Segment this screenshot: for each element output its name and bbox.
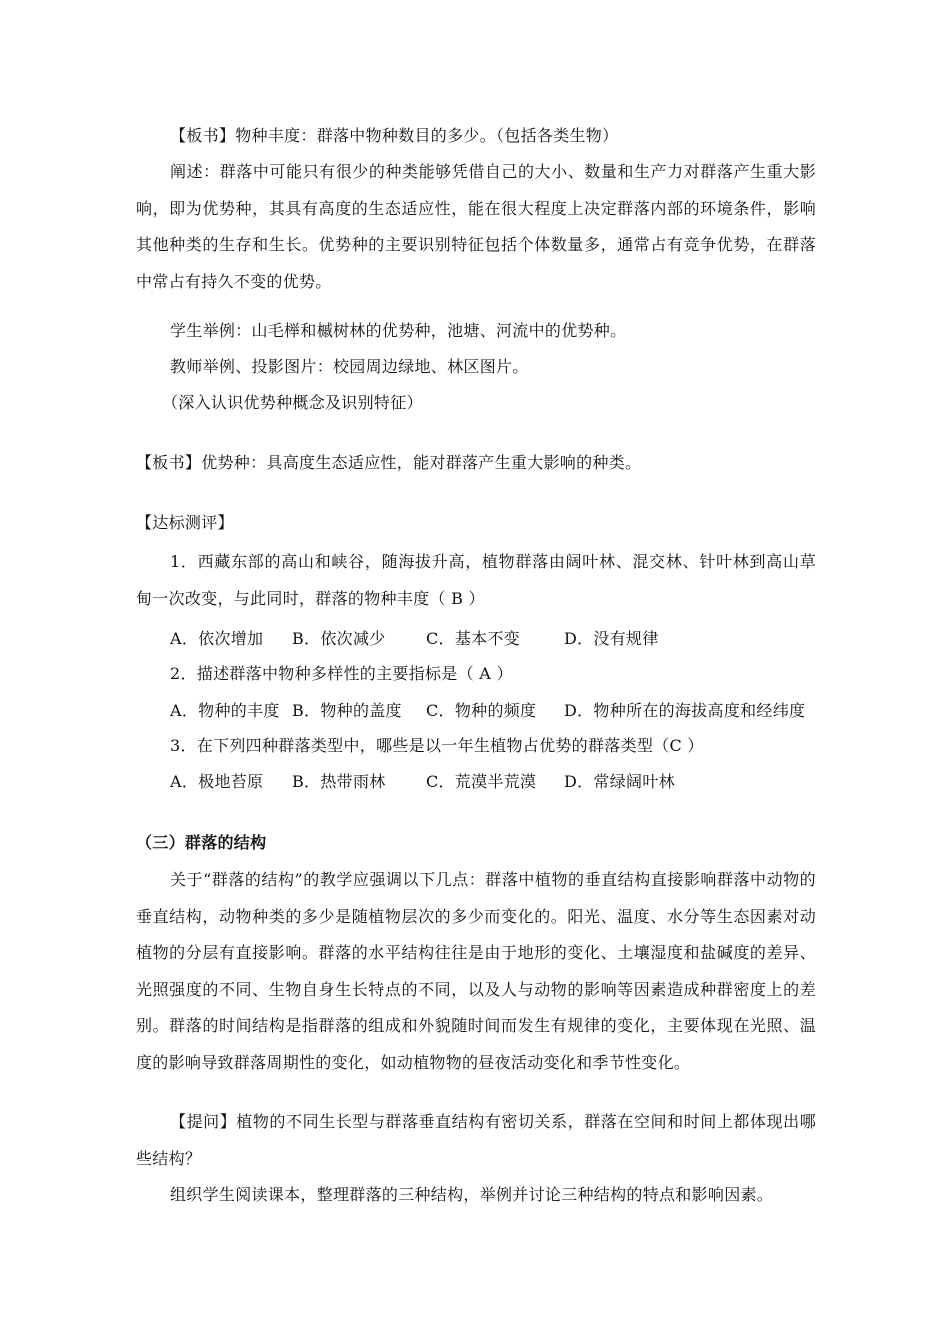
test-section-title: 【达标测评】 bbox=[136, 513, 234, 532]
question-prompt: 【提问】植物的不同生长型与群落垂直结构有密切关系，群落在空间和时间上都体现出哪些结构？ bbox=[136, 1112, 816, 1168]
question-2-options bbox=[170, 701, 805, 721]
q1-option-b: B．依次减少 bbox=[292, 629, 386, 648]
question-3-stem: 3．在下列四种群落类型中，哪些是以一年生植物占优势的群落类型（C ） bbox=[170, 736, 704, 755]
section-3-heading: （三）群落的结构 bbox=[136, 833, 267, 852]
board-note-species-richness: 【板书】物种丰度：群落中物种数目的多少。（包括各类生物） bbox=[170, 126, 619, 145]
question-1-stem: 1．西藏东部的高山和峡谷，随海拔升高，植物群落由阔叶林、混交林、针叶林到高山草甸一次改变，与此同时，群落的物种丰度（ B ） bbox=[136, 552, 816, 608]
q3-option-d: D．常绿阔叶林 bbox=[564, 772, 675, 791]
q1-option-c: C．基本不变 bbox=[426, 629, 521, 648]
q3-option-a: A．极地苔原 bbox=[170, 772, 264, 791]
q3-option-c: C．荒漠半荒漠 bbox=[426, 772, 537, 791]
board-note-dominant-species: 【板书】优势种：具高度生态适应性，能对群落产生重大影响的种类。 bbox=[136, 453, 642, 472]
question-3-options bbox=[170, 772, 675, 792]
student-example: 学生举例：山毛榉和槭树林的优势种，池塘、河流中的优势种。 bbox=[170, 321, 627, 340]
explanation-paragraph: 阐述：群落中可能只有很少的种类能够凭借自己的大小、数量和生产力对群落产生重大影响，即为优势种，其具有高度的生态适应性，能在很大程度上决定群落内部的环境条件，影响其他种类的生存和生长。优势种的主要识别特征包括个体数量多，通常占有竞争优势，在群落中常占有持久不变的优势。 bbox=[136, 162, 816, 291]
teacher-example: 教师举例、投影图片：校园周边绿地、林区图片。 bbox=[170, 357, 529, 376]
q2-option-c: C．物种的频度 bbox=[426, 701, 537, 720]
q1-option-d: D．没有规律 bbox=[564, 629, 659, 648]
deepen-note: （深入认识优势种概念及识别特征） bbox=[162, 393, 423, 412]
section-3-body: 关于“群落的结构”的教学应强调以下几点：群落中植物的垂直结构直接影响群落中动物的垂直结构，动物种类的多少是随植物层次的多少而变化的。阳光、温度、水分等生态因素对动植物的分层有直接影响。群落的水平结构往往是由于地形的变化、土壤湿度和盐碱度的差异、光照强度的不同、生物自身生长特点的不同，以及人与动物的影响等因素造成种群密度上的差别。群落的时间结构是指群落的组成和外貌随时间而发生有规律的变化，主要体现在光照、温度的影响导致群落周期性的变化，如动植物物的昼夜活动变化和季节性变化。 bbox=[136, 870, 816, 1072]
q2-option-b: B．物种的盖度 bbox=[292, 701, 402, 720]
question-2-stem: 2．描述群落中物种多样性的主要指标是（ A ） bbox=[170, 664, 513, 683]
q3-option-b: B．热带雨林 bbox=[292, 772, 386, 791]
question-1-options bbox=[170, 629, 659, 649]
q1-option-a: A．依次增加 bbox=[170, 629, 264, 648]
q2-option-d: D．物种所在的海拔高度和经纬度 bbox=[564, 701, 806, 720]
q2-option-a: A．物种的丰度 bbox=[170, 701, 280, 720]
organize-activity: 组织学生阅读课本，整理群落的三种结构，举例并讨论三种结构的特点和影响因素。 bbox=[170, 1185, 774, 1204]
